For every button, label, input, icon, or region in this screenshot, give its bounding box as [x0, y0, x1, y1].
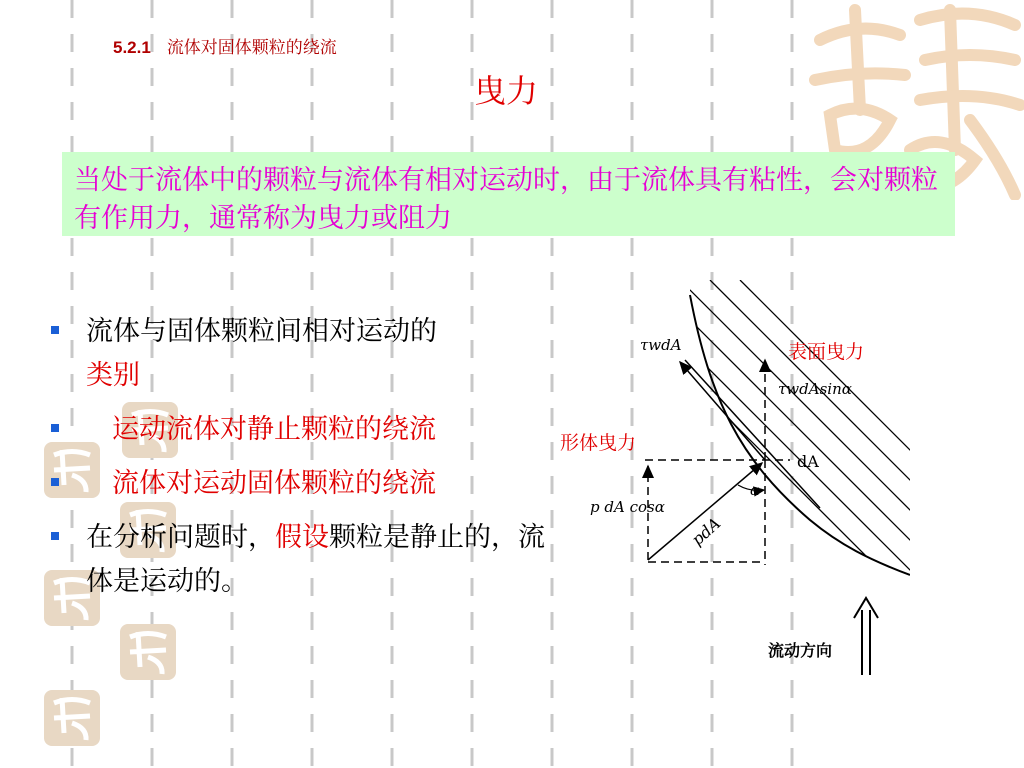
bullet-item — [46, 516, 546, 604]
bullet-suffix: 颗粒是静止的，流体是运动的。 — [86, 522, 545, 597]
seal-stamp — [118, 622, 178, 682]
flow-direction-arrow-icon — [854, 598, 878, 675]
bullet-highlight: 假设 — [275, 522, 329, 553]
section-heading — [113, 33, 337, 58]
bullet-square-icon — [51, 424, 59, 432]
bullet-text: 流体与固体颗粒间相对运动的 — [86, 316, 437, 347]
bullet-item — [46, 462, 546, 506]
bullet-item — [46, 310, 546, 398]
shear-force-label: τwdA — [640, 336, 682, 354]
page-title: 曳力 — [474, 72, 539, 110]
bullet-square-icon — [51, 326, 59, 334]
form-drag-label: 形体曳力 — [560, 432, 637, 454]
area-element-label: dA — [797, 452, 819, 471]
angle-label: α — [750, 483, 760, 499]
bullet-highlight: 类别 — [86, 360, 140, 391]
bullet-text: 运动流体对静止颗粒的绕流 — [112, 414, 436, 445]
pressure-component-label: p dA cosα — [590, 498, 665, 516]
definition-callout: 当处于流体中的颗粒与流体有相对运动时，由于流体具有粘性，会对颗粒有作用力，通常称为曳力或阻力 — [62, 152, 955, 236]
seal-stamp — [42, 688, 102, 748]
shear-force-arrow — [680, 362, 765, 460]
bullet-square-icon — [51, 478, 59, 486]
flow-direction-label: 流动方向 — [768, 641, 833, 660]
shear-component-label: τwdAsinα — [778, 380, 852, 398]
section-number: 5.2.1 — [113, 38, 151, 57]
pressure-force-arrow — [648, 463, 762, 560]
bullet-square-icon — [51, 532, 59, 540]
pressure-force-label: pdA — [687, 513, 725, 550]
bullet-item — [46, 408, 546, 452]
bullet-list — [46, 310, 546, 604]
bullet-text: 流体对运动固体颗粒的绕流 — [112, 468, 436, 499]
bullet-prefix: 在分析问题时， — [86, 522, 275, 553]
surface-drag-label: 表面曳力 — [788, 341, 865, 363]
section-title: 流体对固体颗粒的绕流 — [166, 38, 337, 58]
